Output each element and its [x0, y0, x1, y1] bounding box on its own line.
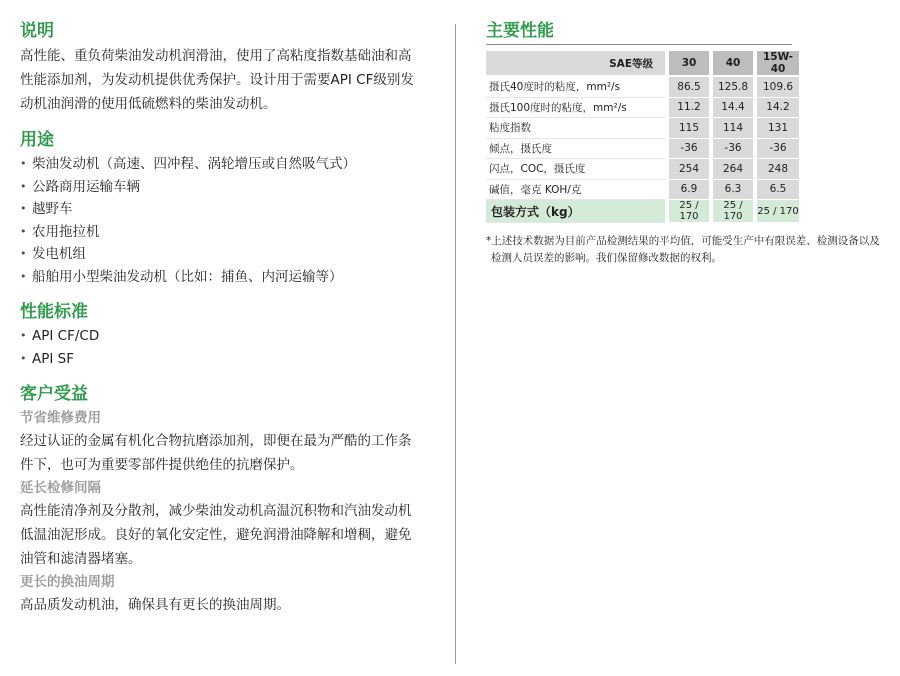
list-item: • 柴油发动机（高速、四冲程、涡轮增压或自然吸气式） [20, 153, 440, 176]
cell-value: 6.9 [669, 180, 709, 201]
standards-list [20, 325, 440, 370]
row-label: 闪点，COC，摄氏度 [486, 159, 665, 180]
table-header-row [486, 51, 799, 77]
packaging-label: 包装方式（kg） [486, 200, 665, 223]
benefit-line: 高品质发动机油，确保具有更长的换油周期。 [20, 597, 290, 613]
table-row [486, 159, 799, 180]
benefits-section [20, 381, 440, 617]
left-column [20, 18, 440, 617]
list-item: • 发电机组 [20, 243, 440, 266]
cell-value: -36 [669, 139, 709, 160]
benefit-line: 经过认证的金属有机化合物抗磨添加剂，即便在最为严酷的工作条 [20, 433, 412, 449]
cell-value: 114 [713, 118, 753, 139]
row-label: 摄氏40度时的粘度，mm²/s [486, 77, 665, 98]
list-item: • 公路商用运输车辆 [20, 176, 440, 199]
list-item: • 船舶用小型柴油发动机（比如：捕鱼、内河运输等） [20, 266, 440, 289]
benefit-subhead: 延长检修间隔 [20, 480, 101, 496]
packaging-value: 25 / 170 [713, 200, 753, 223]
cell-value: 115 [669, 118, 709, 139]
benefit-subhead: 更长的换油周期 [20, 574, 115, 590]
description-line: 动机油润滑的使用低硫燃料的柴油发动机。 [20, 96, 277, 112]
column-divider [455, 24, 456, 664]
note-line: 检测人员误差的影响。我们保留修改数据的权利。 [491, 252, 722, 264]
packaging-value: 25 / 170 [757, 200, 799, 223]
header-grade: 30 [669, 51, 709, 77]
cell-value: 6.5 [757, 180, 799, 201]
cell-value: 14.4 [713, 98, 753, 119]
table-row [486, 139, 799, 160]
uses-list [20, 153, 440, 288]
standards-section [20, 299, 440, 370]
cell-value: 14.2 [757, 98, 799, 119]
row-label: 倾点，摄氏度 [486, 139, 665, 160]
table-row [486, 77, 799, 98]
benefit-line: 低温油泥形成。良好的氧化安定性，避免润滑油降解和增稠，避免 [20, 527, 412, 543]
cell-value: 6.3 [713, 180, 753, 201]
right-column [486, 18, 892, 267]
table-row [486, 118, 799, 139]
section-title-standards: 性能标准 [20, 302, 88, 322]
benefit-subhead: 节省维修费用 [20, 410, 101, 426]
benefit-line: 件下，也可为重要零部件提供绝佳的抗磨保护。 [20, 457, 304, 473]
cell-value: 131 [757, 118, 799, 139]
disclaimer-note [486, 233, 892, 267]
note-line: *上述技术数据为目前产品检测结果的平均值，可能受生产中有限误差、检测设备以及 [486, 235, 880, 247]
section-title-performance: 主要性能 [486, 21, 554, 41]
list-item: • 越野车 [20, 198, 440, 221]
cell-value: 11.2 [669, 98, 709, 119]
cell-value: 248 [757, 159, 799, 180]
header-label: SAE等级 [486, 51, 665, 77]
uses-section [20, 127, 440, 288]
cell-value: 254 [669, 159, 709, 180]
cell-value: 86.5 [669, 77, 709, 98]
header-grade: 40 [713, 51, 753, 77]
benefit-line: 高性能清净剂及分散剂，减少柴油发动机高温沉积物和汽油发动机 [20, 503, 412, 519]
list-item: • API SF [20, 348, 440, 371]
cell-value: 125.8 [713, 77, 753, 98]
row-label: 摄氏100度时的粘度，mm²/s [486, 98, 665, 119]
description-line: 高性能、重负荷柴油发动机润滑油，使用了高粘度指数基础油和高 [20, 48, 412, 64]
cell-value: 264 [713, 159, 753, 180]
section-title-benefits: 客户受益 [20, 384, 88, 404]
cell-value: 109.6 [757, 77, 799, 98]
description-line: 性能添加剂，为发动机提供优秀保护。设计用于需要API CF级别发 [20, 72, 414, 88]
table-row [486, 98, 799, 119]
table-top-rule [486, 44, 792, 45]
description-section [20, 18, 440, 116]
packaging-value: 25 / 170 [669, 200, 709, 223]
table-row [486, 180, 799, 201]
section-title-uses: 用途 [20, 130, 54, 150]
cell-value: -36 [713, 139, 753, 160]
benefit-line: 油管和滤清器堵塞。 [20, 551, 142, 567]
row-label: 碱值，毫克 KOH/克 [486, 180, 665, 201]
performance-table [486, 51, 799, 223]
list-item: • 农用拖拉机 [20, 221, 440, 244]
row-label: 粘度指数 [486, 118, 665, 139]
cell-value: -36 [757, 139, 799, 160]
packaging-row [486, 200, 799, 223]
header-grade: 15W-40 [757, 51, 799, 77]
section-title-description: 说明 [20, 21, 54, 41]
list-item: • API CF/CD [20, 325, 440, 348]
